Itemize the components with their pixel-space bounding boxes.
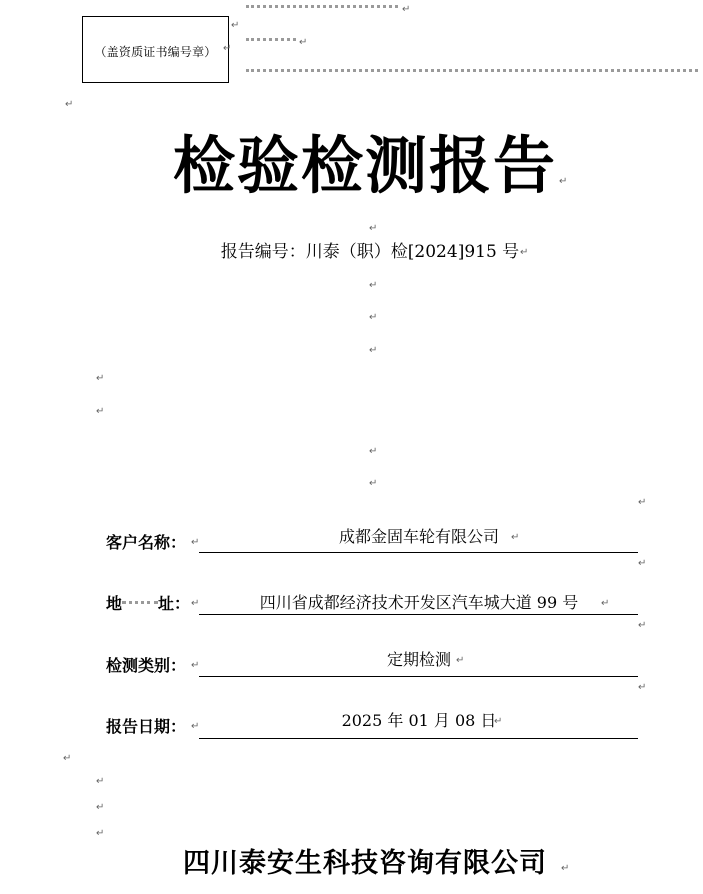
paragraph-mark: ↵ (191, 721, 200, 732)
paragraph-mark: ↵ (638, 497, 647, 508)
paragraph-mark: ↵ (456, 655, 465, 666)
paragraph-mark: ↵ (369, 280, 378, 291)
report-number: 报告编号：川泰（职）检[2024]915 号 (220, 242, 520, 262)
paragraph-mark: ↵ (520, 247, 529, 258)
customer-name-underline (199, 552, 638, 553)
report-date-label: 报告日期： (106, 717, 187, 736)
paragraph-mark: ↵ (96, 828, 105, 839)
paragraph-mark: ↵ (638, 558, 647, 569)
customer-name-value: 成都金固车轮有限公司 (338, 527, 499, 546)
report-title: 检验检测报告 (172, 129, 557, 202)
paragraph-mark: ↵ (63, 753, 72, 764)
paragraph-mark: ↵ (191, 660, 200, 671)
address-label-last: 址： (158, 594, 191, 613)
report-date-value: 2025 年 01 月 08 日 (341, 711, 497, 730)
paragraph-mark: ↵ (402, 4, 411, 15)
test-category-value: 定期检测 (386, 650, 451, 669)
dotted-leader (246, 69, 698, 72)
paragraph-mark: ↵ (511, 532, 520, 543)
paragraph-mark: ↵ (494, 716, 503, 727)
paragraph-mark: ↵ (601, 598, 610, 609)
paragraph-mark: ↵ (223, 43, 232, 54)
stamp-box (82, 16, 232, 83)
paragraph-mark: ↵ (96, 802, 105, 813)
paragraph-mark: ↵ (96, 406, 105, 417)
paragraph-mark: ↵ (231, 20, 240, 31)
company-name: 四川泰安生科技咨询有限公司 (183, 848, 547, 879)
test-category-underline (199, 676, 638, 677)
paragraph-mark: ↵ (369, 446, 378, 457)
stamp-label: （盖资质证书编号章） (94, 45, 217, 59)
paragraph-mark: ↵ (191, 537, 200, 548)
paragraph-mark: ↵ (559, 176, 568, 187)
paragraph-mark: ↵ (96, 776, 105, 787)
paragraph-mark: ↵ (638, 682, 647, 693)
paragraph-mark: ↵ (191, 598, 200, 609)
report-date-underline (199, 738, 638, 739)
customer-name-label: 客户名称： (106, 533, 187, 552)
paragraph-mark: ↵ (638, 620, 647, 631)
test-category-label: 检测类别： (106, 656, 187, 675)
address-value: 四川省成都经济技术开发区汽车城大道 99 号 (259, 593, 579, 612)
paragraph-mark: ↵ (561, 863, 570, 874)
paragraph-mark: ↵ (96, 373, 105, 384)
paragraph-mark: ↵ (369, 478, 378, 489)
paragraph-mark: ↵ (369, 223, 378, 234)
paragraph-mark: ↵ (299, 37, 308, 48)
paragraph-mark: ↵ (369, 312, 378, 323)
address-label-dots (122, 593, 158, 615)
paragraph-mark: ↵ (369, 345, 378, 356)
dotted-leader (246, 5, 398, 8)
dotted-leader (246, 38, 296, 41)
address-label (106, 593, 190, 615)
paragraph-mark: ↵ (65, 99, 74, 110)
address-label-first: 地 (106, 594, 123, 613)
address-underline (199, 614, 638, 615)
